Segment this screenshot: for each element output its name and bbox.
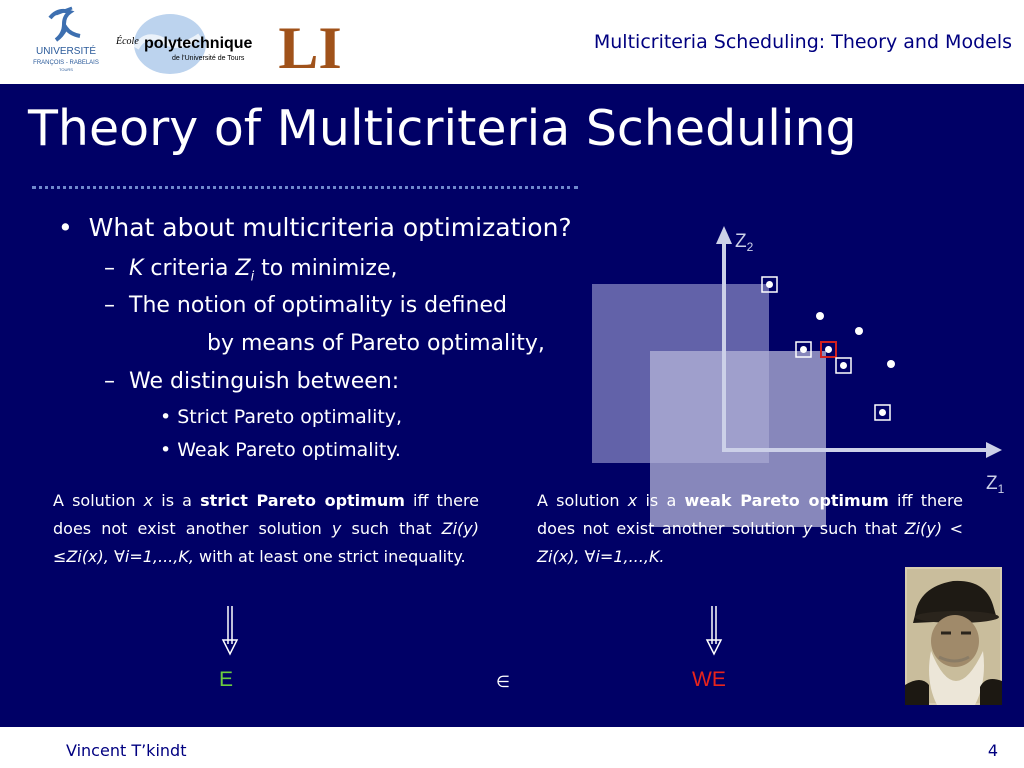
pareto-point-2: [800, 346, 807, 353]
sub-bullet-3-text: We distinguish between:: [129, 369, 400, 394]
dominated-point-1: [816, 312, 824, 320]
page-number: 4: [987, 741, 998, 760]
weak-implies-arrow: [704, 606, 724, 656]
li-logo-text: LI: [278, 15, 342, 74]
dash: –: [104, 293, 129, 318]
i-subscript: i: [250, 269, 255, 285]
univ-logo-text: UNIVERSITÉ: [35, 46, 97, 57]
dash: –: [104, 256, 129, 281]
bullet-dot: •: [58, 213, 89, 242]
course-title: Multicriteria Scheduling: Theory and Models: [593, 31, 1012, 53]
sub-bullet-2-continuation: by means of Pareto optimality,: [207, 331, 545, 356]
element-of-symbol: ∈: [496, 674, 510, 691]
dominated-point-2: [855, 327, 863, 335]
bullet-1-text: What about multicriteria optimization?: [88, 213, 572, 242]
sub-bullet-2: [104, 293, 507, 318]
sub-sub-bullet-1-text: Strict Pareto optimality,: [177, 406, 403, 428]
sub-sub-bullet-1: [160, 406, 402, 428]
pareto-point-3: [840, 362, 847, 369]
strict-implies-arrow: [220, 606, 240, 656]
pareto-point-1: [766, 281, 773, 288]
bullet-dot: •: [160, 406, 178, 428]
univ-logo-city: TOURS: [59, 67, 73, 72]
k-symbol: K: [129, 256, 144, 281]
poly-logo-sub: de l'Université de Tours: [172, 55, 245, 62]
set-we-label: WE: [692, 668, 726, 691]
z2-arrowhead: [716, 226, 732, 244]
slide-title: Theory of Multicriteria Scheduling: [28, 100, 857, 157]
z-symbol: Z: [235, 256, 251, 281]
dash: –: [104, 369, 129, 394]
sub-bullet-1: [104, 256, 397, 284]
weak-pareto-definition: A solution x is a weak Pareto optimum iff there does not exist another solution y such that Zi(y) < Zi(x), ∀i=1,...,K.: [537, 491, 964, 566]
sub-sub-bullet-2: [160, 439, 401, 461]
strict-pareto-definition: A solution x is a strict Pareto optimum iff there does not exist another solution y such that Zi(y) ≤Zi(x), ∀i=1,...,K, with at least one strict inequality.: [53, 491, 480, 566]
sub-bullet-2-text: The notion of optimality is defined: [129, 293, 507, 318]
poly-logo-name: polytechnique: [144, 35, 253, 52]
pareto-portrait-image: [905, 567, 1002, 705]
author-name: Vincent T’kindt: [66, 741, 187, 760]
z1-label: $Z_1$: [986, 473, 1005, 496]
minimize-text: to minimize,: [254, 256, 398, 281]
criteria-text: criteria: [143, 256, 236, 281]
poly-logo-ecole: École: [116, 36, 139, 47]
z1-arrowhead: [986, 442, 1002, 458]
sub-sub-bullet-2-text: Weak Pareto optimality.: [177, 439, 401, 461]
univ-logo-subtext: FRANÇOIS - RABELAIS: [33, 60, 99, 66]
bullet-dot: •: [160, 439, 178, 461]
set-e-label: E: [219, 668, 234, 691]
z2-label: $Z_2$: [735, 231, 754, 254]
sub-bullet-3: [104, 369, 399, 394]
pareto-point-4: [879, 409, 886, 416]
slide-footer: [0, 727, 1024, 768]
dominated-point-3: [887, 360, 895, 368]
weak-pareto-point: [825, 346, 832, 353]
bullet-1: [58, 213, 572, 242]
